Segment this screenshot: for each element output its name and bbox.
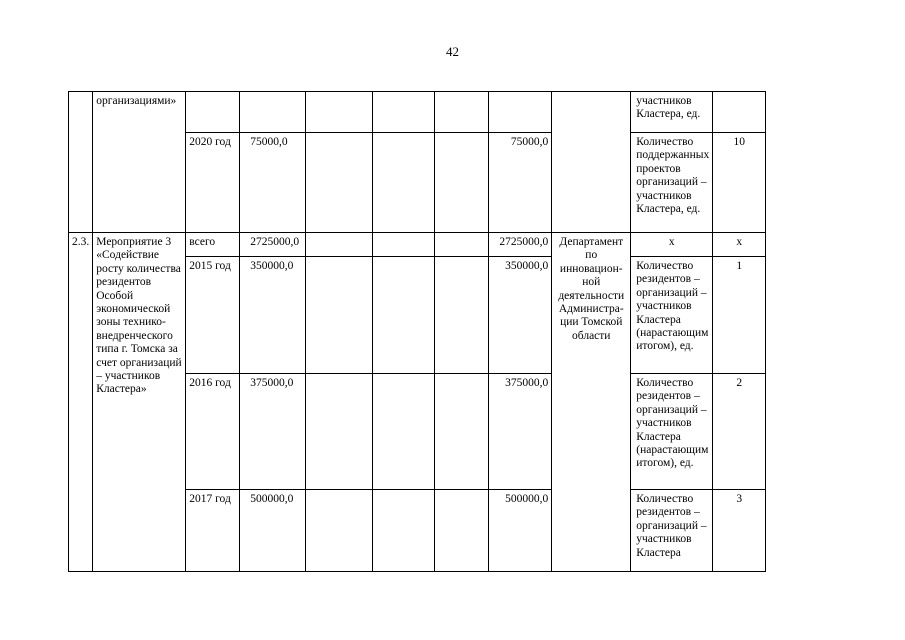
cell-budget: 375000,0 <box>489 374 552 490</box>
cell-indicator: участников Кластера, ед. <box>631 92 713 133</box>
page-number: 42 <box>446 44 459 59</box>
cell-indicator: Количество резидентов – организаций – участников Кластера (нарастающим итогом), ед. <box>631 374 713 490</box>
cell-total: 350000,0 <box>240 257 306 374</box>
cell-budget: 75000,0 <box>489 133 552 233</box>
cell-year: 2016 год <box>186 374 240 490</box>
cell-year: 2017 год <box>186 490 240 572</box>
cell-indicator: Количество резидентов – организаций – участников Кластера (нарастающим итогом), ед. <box>631 257 713 374</box>
cell-event-continuation: организациями» <box>93 92 186 233</box>
cell-total: 75000,0 <box>240 133 306 233</box>
cell-indicator: Количество поддержанных проектов организаций – участников Кластера, ед. <box>631 133 713 233</box>
cell-indicator: x <box>631 233 713 257</box>
cell-total: 500000,0 <box>240 490 306 572</box>
table-row <box>69 233 766 257</box>
cell-value: 3 <box>713 490 766 572</box>
cell-number-empty <box>69 92 93 233</box>
cell-total: 375000,0 <box>240 374 306 490</box>
cell-value: x <box>713 233 766 257</box>
table-row <box>69 92 766 133</box>
cell-executor: Департамент по инновацион-ной деятельности Администра-ции Томской области <box>552 233 631 572</box>
cell-number: 2.3. <box>69 233 93 572</box>
cell-value: 1 <box>713 257 766 374</box>
cell-value: 10 <box>713 133 766 233</box>
cell-total: 2725000,0 <box>240 233 306 257</box>
cell-year: 2015 год <box>186 257 240 374</box>
cell-year: всего <box>186 233 240 257</box>
cell-value: 2 <box>713 374 766 490</box>
cell-executor-empty <box>552 92 631 233</box>
cell-budget: 2725000,0 <box>489 233 552 257</box>
cell-budget: 500000,0 <box>489 490 552 572</box>
cell-event-title: Мероприятие 3 «Содействие росту количества резидентов Особой экономической зоны технико-внедренческого типа г. Томска за счет организаций – участников Кластера» <box>93 233 186 572</box>
cell-year: 2020 год <box>186 133 240 233</box>
cell-budget: 350000,0 <box>489 257 552 374</box>
cell-indicator: Количество резидентов – организаций – участников Кластера <box>631 490 713 572</box>
program-table <box>68 91 766 572</box>
